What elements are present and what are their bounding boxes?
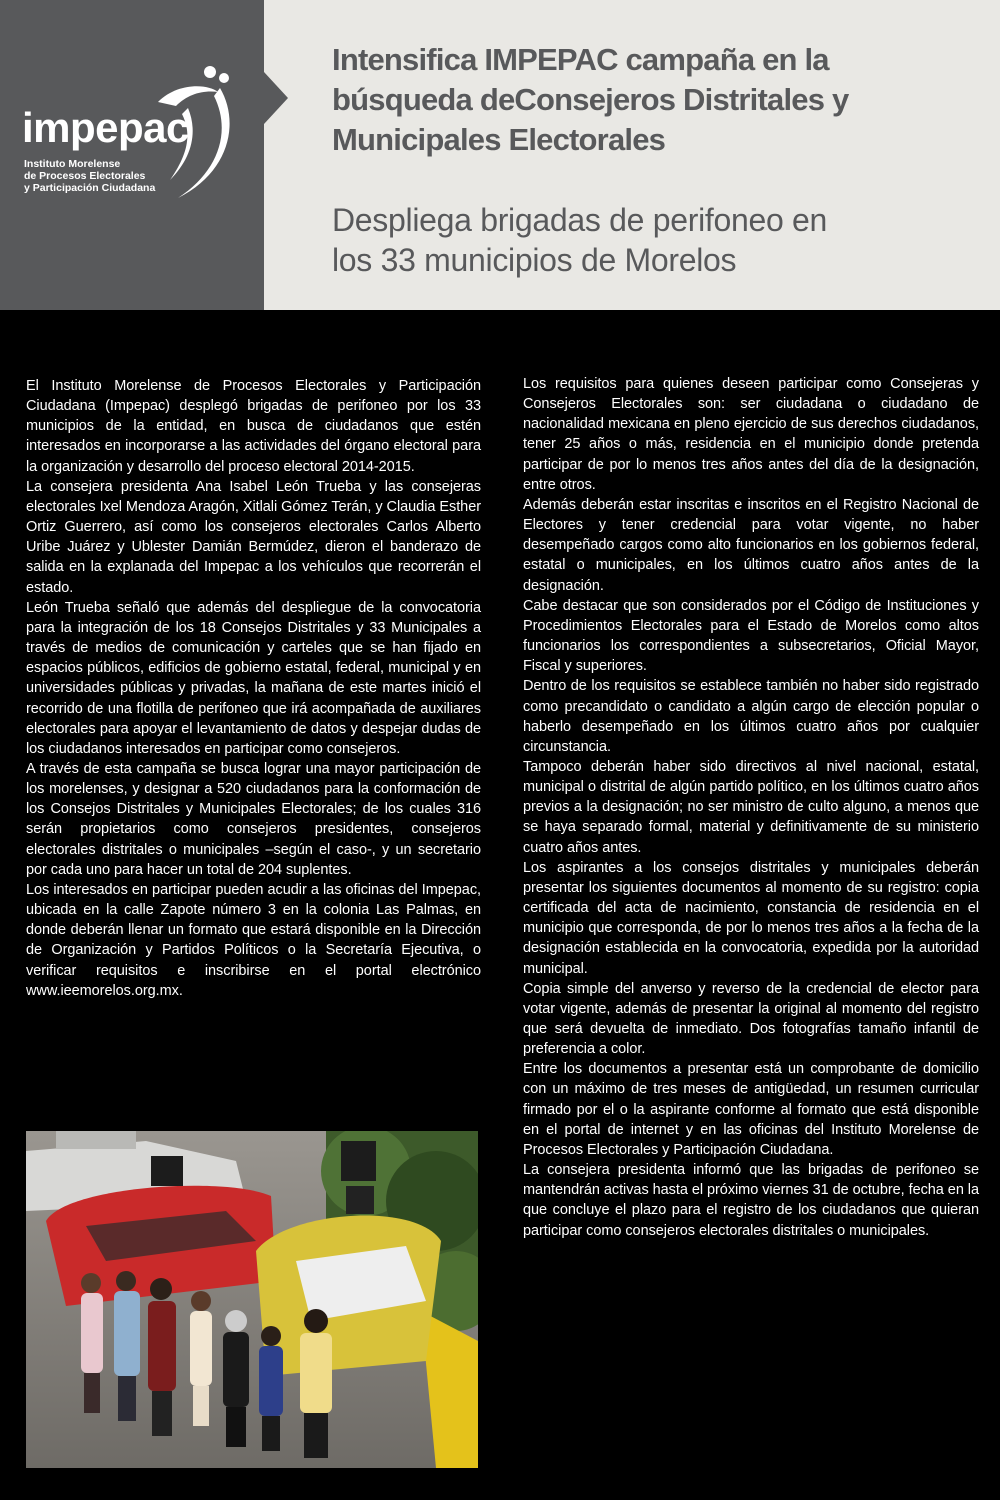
paragraph: A través de esta campaña se busca lograr una mayor participación de los morelenses, y designar a 520 ciudadanos para la conformación de los Consejos Distritales y Municipales Electorales; de los cuales 316 serán propietarios como consejeros presidentes, consejeros electorales distritales o municipales –según el caso-, y un secretario por cada uno para hacer un total de 204 suplentes. bbox=[26, 760, 481, 878]
paragraph: Dentro de los requisitos se establece también no haber sido registrado como precandidato o candidato a algún cargo de elección popular o haberlo desempeñado en los últimos cuatro años por cualquier circunstancia. bbox=[523, 678, 979, 755]
subheadline-line: los 33 municipios de Morelos bbox=[332, 242, 737, 278]
group-photo bbox=[26, 1131, 478, 1468]
paragraph: Cabe destacar que son considerados por el Código de Instituciones y Procedimientos Electorales para el Estado de Morelos como altos funcionarios los correspondientes a subsecretarios, Oficial Mayor, Fiscal y superiores. bbox=[523, 597, 979, 675]
logo-panel bbox=[0, 0, 264, 310]
headline bbox=[332, 40, 972, 160]
headline-line: búsqueda deConsejeros Distritales y bbox=[332, 82, 849, 117]
logo-subtitle-line: y Participación Ciudadana bbox=[24, 182, 156, 194]
subheadline-line: Despliega brigadas de perifoneo en bbox=[332, 202, 828, 238]
logo-wordmark: impepac bbox=[22, 104, 189, 151]
headline-line: Municipales Electorales bbox=[332, 122, 666, 157]
logo-subtitle-line: Instituto Morelense bbox=[24, 158, 121, 170]
paragraph: La consejera presidenta informó que las brigadas de perifoneo se mantendrán activas hasta el próximo viernes 31 de octubre, fecha en la que concluye el plazo para el registro de los ciudadanos que quieran participar como consejeros electorales distritales o municipales. bbox=[523, 1162, 979, 1239]
paragraph: Los aspirantes a los consejos distritales y municipales deberán presentar los siguientes documentos al momento de su registro: copia certificada del acta de nacimiento, constancia de residencia en el municipio que corresponda, de por lo menos tres años a la fecha de la designación establecida en la convocatoria, expedida por la autoridad municipal. bbox=[523, 859, 979, 977]
paragraph: Copia simple del anverso y reverso de la credencial de elector para votar vigente, además de presentar la original al momento del registro que será devuelta de inmediato. Dos fotografías tamaño infantil de preferencia a color. bbox=[523, 980, 979, 1058]
paragraph: Entre los documentos a presentar está un comprobante de domicilio con un máximo de tres meses de antigüedad, un resumen curricular firmado por el o la aspirante conforme al formato que está disponible en el portal de internet y en las oficinas del Instituto Morelense de Procesos Electorales y Participación Ciudadana. bbox=[523, 1061, 979, 1158]
paragraph: El Instituto Morelense de Procesos Electorales y Participación Ciudadana (Impepac) desplegó brigadas de perifoneo por los 33 municipios de la entidad, en busca de ciudadanos que estén interesados en incorporarse a las actividades del órgano electoral para la organización y desarrollo del proceso electoral 2014-2015. bbox=[26, 378, 481, 475]
logo-subtitle-line: de Procesos Electorales bbox=[24, 170, 146, 182]
article-left-column bbox=[26, 376, 481, 1001]
headline-line: Intensifica IMPEPAC campaña en la bbox=[332, 42, 829, 77]
paragraph: Los requisitos para quienes deseen participar como Consejeras y Consejeros Electorales son: ser ciudadana o ciudadano de nacionalidad mexicana en pleno ejercicio de sus derechos ciudadanos, tener 25 años o más, residencia en el municipio donde pretenda participar de por lo menos tres años antes del día de la designación, entre otros. bbox=[523, 376, 979, 493]
article-right-column bbox=[523, 374, 979, 1241]
paragraph: León Trueba señaló que además del despliegue de la convocatoria para la integración de los 18 Consejos Distritales y 33 Municipales a través de medios de comunicación y carteles que se han fijado en espacios públicos, edificios de gobierno estatal, federal, municipal y en universidades públicas y privadas, la mañana de este martes inició el recorrido de una flotilla de perifoneo que irá acompañada de auxiliares electorales para apoyar el levantamiento de datos y despejar dudas de los ciudadanos interesados en participar como consejeros. bbox=[26, 599, 481, 757]
paragraph: Tampoco deberán haber sido directivos al nivel nacional, estatal, municipal o distrital de algún partido político, en los últimos cuatro años previos a la designación; no ser ministro de culto alguno, a menos que se haya separado formal, material y definitivamente de su ministerio cuatro años antes. bbox=[523, 758, 979, 856]
group-photo-with-cars-icon bbox=[26, 1131, 478, 1468]
paragraph: Además deberán estar inscritas e inscritos en el Registro Nacional de Electores y tener credencial para votar vigente, no haber desempeñado cargos como alto funcionarios en los gobiernos federal, estatal o municipales, en los últimos cuatro años antes de la designación. bbox=[523, 496, 979, 594]
logo-subtitle bbox=[24, 158, 254, 194]
paragraph: La consejera presidenta Ana Isabel León Trueba y las consejeras electorales Ixel Mendoza Aragón, Xitlali Gómez Terán, y Claudia Esther Ortiz Guerrero, así como los consejeros electorales Carlos Alberto Uribe Juárez y Ublester Damián Bermúdez, dieron el banderazo de salida en la explanada del Impepac a los vehículos que recorrerán el estado. bbox=[26, 478, 481, 596]
logo-arrow bbox=[264, 72, 288, 124]
subheadline bbox=[332, 200, 972, 280]
header bbox=[0, 0, 1000, 310]
paragraph: Los interesados en participar pueden acudir a las oficinas del Impepac, ubicada en la calle Zapote número 3 en la colonia Las Palmas, en donde deberán llenar un formato que estará disponible en la Dirección de Organización y Partidos Políticos o la Secretaría Ejecutiva, o verificar requisitos e inscribirse en el portal electrónico www.ieemorelos.org.mx. bbox=[26, 881, 481, 999]
